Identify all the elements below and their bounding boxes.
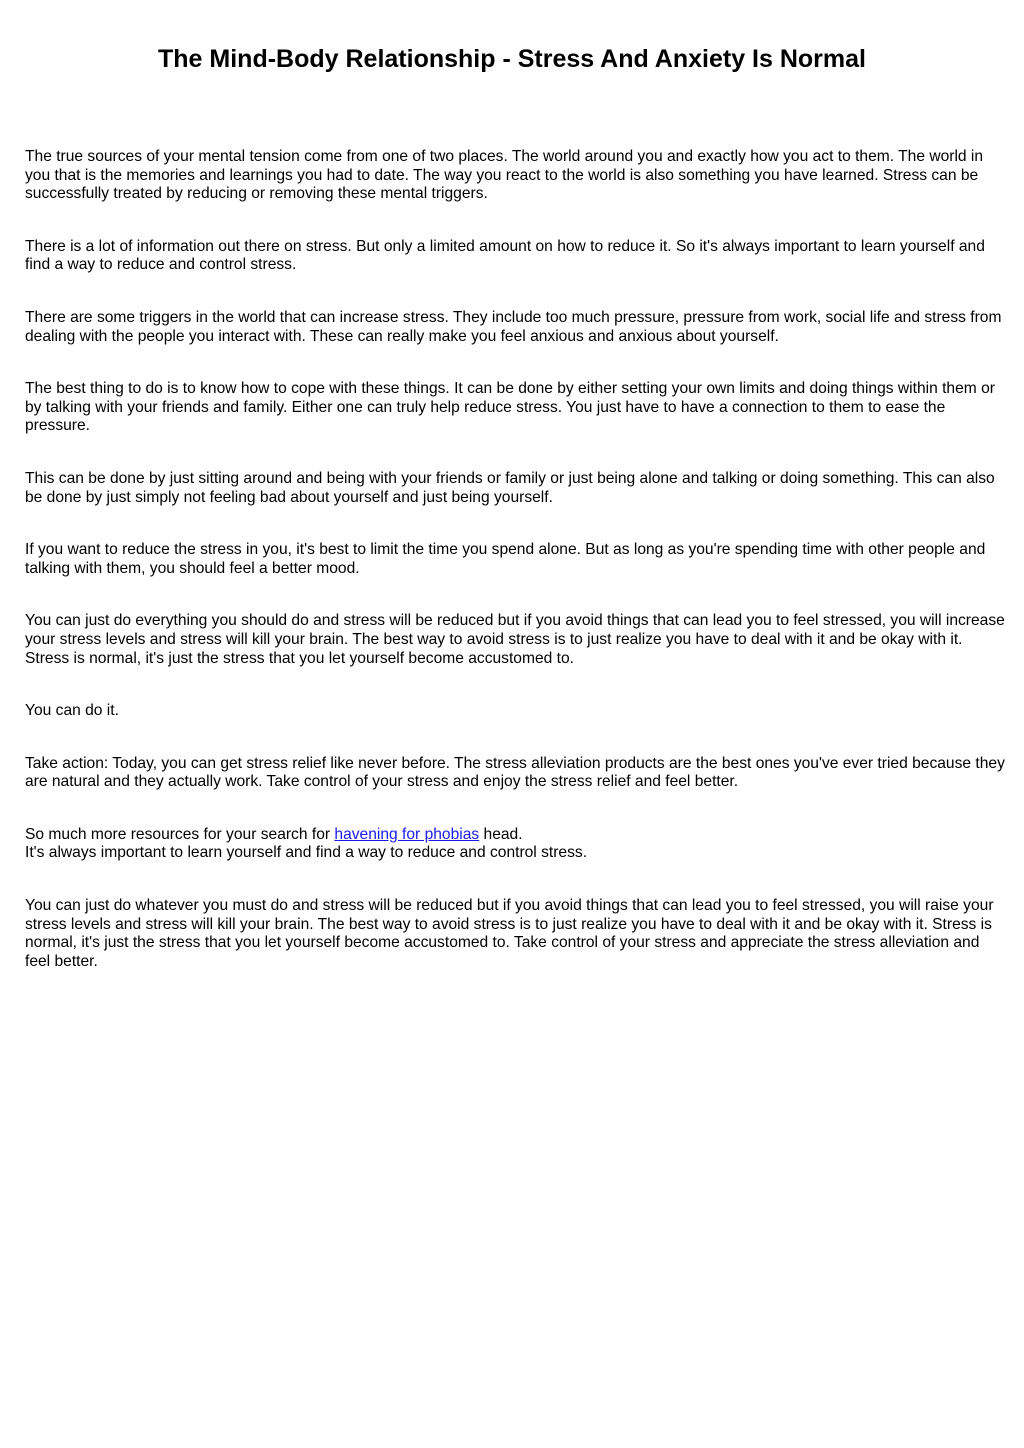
paragraph-4: The best thing to do is to know how to cope with these things. It can be done by either setting your own limits and doing things within them or by talking with your friends and family. Either one can truly help reduce stress. You just have to have a connection to them to ease the pressure. [25,380,995,435]
paragraph-6: If you want to reduce the stress in you, it's best to limit the time you spend alone. But as long as you're spending time with other people and talking with them, you should feel a better mood. [25,541,986,577]
final-paragraph: You can just do whatever you must do and stress will be reduced but if you avoid things that can lead you to feel stressed, you will raise your stress levels and stress will kill your brain. The best way to avoid stress is to just realize you have to deal with it and be okay with it. Stress is normal, it's just the stress that you let yourself become accustomed to. Take control of your stress and appreciate the stress alleviation and feel better. [25,897,994,970]
page-title: The Mind-Body Relationship - Stress And Anxiety Is Normal [158,45,866,73]
paragraph-7: You can just do everything you should do and stress will be reduced but if you avoid things that can lead you to feel stressed, you will increase your stress levels and stress will kill your brain. The best way to avoid stress is to just realize you have to deal with it and be okay with it. Stress is normal, it's just the stress that you let yourself become accustomed to. [25,612,1005,667]
paragraph-1: The true sources of your mental tension come from one of two places. The world around you and exactly how you act to them. The world in you that is the memories and learnings you had to date. The way you react to the world is also something you have learned. Stress can be successfully treated by reducing or removing these mental triggers. [25,148,984,203]
resources-suffix: head. [479,825,523,843]
resources-paragraph [25,826,1005,863]
article-body [25,148,1005,1005]
resources-second-line: It's always important to learn yourself and find a way to reduce and control stress. [25,844,588,862]
paragraph-5: This can be done by just sitting around and being with your friends or family or just being alone and talking or doing something. This can also be done by just simply not feeling bad about yourself and just being yourself. [25,469,995,506]
paragraph-8: You can do it. [25,702,119,720]
paragraph-2: There is a lot of information out there on stress. But only a limited amount on how to reduce it. So it's always important to learn yourself and find a way to reduce and control stress. [25,237,985,274]
resources-prefix: So much more resources for your search for [25,825,335,843]
paragraph-3: There are some triggers in the world that can increase stress. They include too much pressure, pressure from work, social life and stress from dealing with the people you interact with. These can really make you feel anxious and anxious about yourself. [25,308,1002,345]
havening-link[interactable]: havening for phobias [334,825,480,843]
paragraph-9: Take action: Today, you can get stress relief like never before. The stress alleviation products are the best ones you've ever tried because they are natural and they actually work. Take control of your stress and enjoy the stress relief and feel better. [25,754,1005,791]
resources-line [25,826,1005,845]
